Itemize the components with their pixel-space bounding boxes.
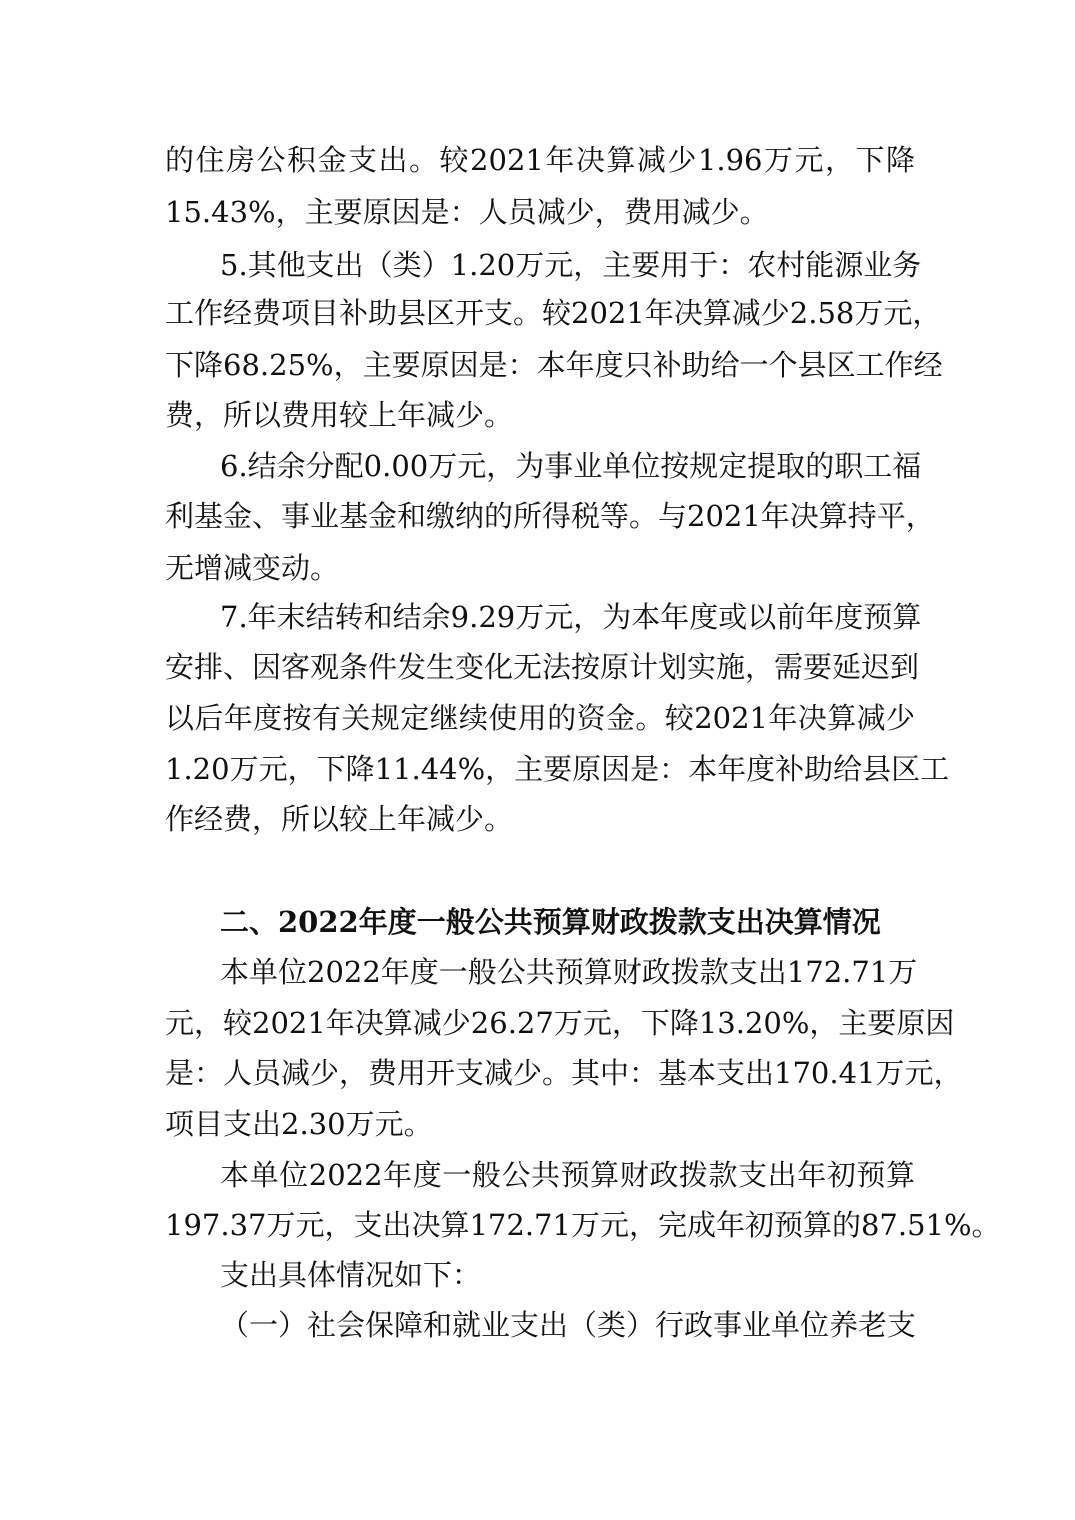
- body-line: 利基金、事业基金和缴纳的所得税等。与2021年决算持平，: [165, 499, 935, 533]
- body-line: 1.20万元，下降11.44%，主要原因是：本年度补助给县区工: [165, 752, 950, 786]
- paragraph-item-7: 7.年末结转和结余9.29万元，为本年度或以前年度预算: [220, 600, 922, 634]
- paragraph-first-line: 支出具体情况如下：: [220, 1258, 482, 1292]
- body-line: 费，所以费用较上年减少。: [165, 398, 514, 432]
- body-line: 的住房公积金支出。较2021年决算减少1.96万元，下降: [165, 143, 915, 177]
- body-line: 是：人员减少，费用开支减少。其中：基本支出170.41万元，: [165, 1056, 963, 1090]
- subsection-heading: （一）社会保障和就业支出（类）行政事业单位养老支: [220, 1308, 917, 1342]
- body-line: 下降68.25%，主要原因是：本年度只补助给一个县区工作经: [165, 348, 943, 382]
- paragraph-item-5: 5.其他支出（类）1.20万元，主要用于：农村能源业务: [220, 248, 922, 282]
- body-line: 无增减变动。: [165, 551, 340, 585]
- paragraph-first-line: 本单位2022年度一般公共预算财政拨款支出172.71万: [220, 955, 918, 989]
- body-line: 作经费，所以较上年减少。: [165, 802, 514, 836]
- body-line: 15.43%，主要原因是：人员减少，费用减少。: [165, 195, 769, 229]
- paragraph-item-6: 6.结余分配0.00万元，为事业单位按规定提取的职工福: [220, 449, 922, 483]
- section-heading: 二、2022年度一般公共预算财政拨款支出决算情况: [220, 905, 881, 939]
- body-line: 项目支出2.30万元。: [165, 1107, 433, 1141]
- body-line: 安排、因客观条件发生变化无法按原计划实施，需要延迟到: [165, 650, 920, 684]
- body-line: 工作经费项目补助县区开支。较2021年决算减少2.58万元，: [165, 296, 942, 330]
- body-line: 以后年度按有关规定继续使用的资金。较2021年决算减少: [165, 701, 915, 735]
- body-line: 元，较2021年决算减少26.27万元，下降13.20%，主要原因: [165, 1006, 955, 1040]
- paragraph-first-line: 本单位2022年度一般公共预算财政拨款支出年初预算: [220, 1158, 915, 1192]
- body-line: 197.37万元，支出决算172.71万元，完成年初预算的87.51%。: [165, 1208, 1001, 1242]
